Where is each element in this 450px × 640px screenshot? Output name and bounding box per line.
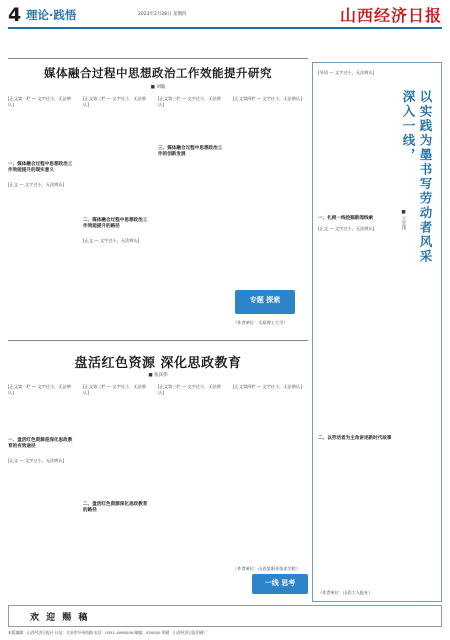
right-article-body: [正文 — 文字过小，无法辨认] (318, 226, 375, 231)
article-2-headline: 盘活红色资源 深化思政教育 (74, 356, 242, 371)
special-topic-badge-label: 专题 探索 (249, 296, 281, 304)
right-article-byline: ■ 王宏伟 (401, 210, 406, 230)
article-2-subhead-b: 二、盘活红色资源深化思政教育的路径 (83, 502, 148, 513)
right-article-subhead-2: 二、以劳动者为主角讲述新时代故事 (318, 436, 392, 441)
section-name: 理论·践悟 (26, 8, 77, 22)
footer-info: 本版编辑：山西经济日报社 社址：太原市并州南路 电话：0351-4060000 邮编：030000 印刷：山西经济日报印刷厂 (8, 630, 208, 635)
article-1-credit: （作者单位：太原理工大学） (233, 320, 288, 325)
right-article-intro: [导语 — 文字过小，无法辨认] (318, 70, 375, 75)
article-divider (8, 340, 308, 341)
article-1-col-d: [正文第四栏 — 文字过小，无法辨认] (233, 96, 302, 101)
issue-date: 2023年2月28日 星期四 (138, 12, 187, 17)
article-2-subhead-a: 一、盘活红色资源是深化思政教育的有效途径 (8, 438, 73, 449)
article-2-col-c: [正文第三栏 — 文字过小，无法辨认] (158, 384, 221, 395)
right-article-deck-1: 深入一线， (401, 90, 416, 163)
article-1-subhead-b: 二、媒体融合过程中思想政治工作效能提升的路径 (83, 218, 148, 229)
right-article-credit: （作者单位：山西工人报社） (318, 590, 373, 595)
right-article-deck-2: 以实践为墨书写劳动者风采 (418, 90, 433, 264)
article-1-col-a: [正文第一栏 — 文字过小，无法辨认] (8, 96, 71, 107)
article-1-col-a-2: [正文 — 文字过小，无法辨认] (8, 182, 65, 187)
frontline-thinking-badge-label: 一线 思考 (264, 579, 296, 587)
header-rule (8, 27, 442, 29)
article-1-col-b: [正文第二栏 — 文字过小，无法辨认] (83, 96, 146, 107)
article-2-byline: ■ 张泽伟 (148, 373, 168, 378)
article-2-col-d: [正文第四栏 — 文字过小，无法辨认] (233, 384, 302, 389)
right-article-subhead-1: 一、扎根一线挖掘新闻线索 (318, 216, 374, 221)
masthead-logo: 山西经济日报 (339, 6, 442, 25)
page-number: 4 (8, 4, 22, 26)
article-1-col-b-2: [正文 — 文字过小，无法辨认] (83, 238, 140, 243)
article-1-subhead-c: 三、媒体融合过程中思想政治工作的创新发展 (158, 146, 223, 157)
welcome-contributions-label: 欢 迎 赐 稿 (30, 613, 90, 623)
article-2-col-a-2: [正文 — 文字过小，无法辨认] (8, 458, 65, 463)
article-1-subhead-a: 一、媒体融合过程中思想政治工作效能提升的现实意义 (8, 162, 73, 173)
article-1-top-rule (8, 58, 308, 59)
article-2-col-a: [正文第一栏 — 文字过小，无法辨认] (8, 384, 71, 395)
article-2-col-b: [正文第二栏 — 文字过小，无法辨认] (83, 384, 146, 395)
article-1-byline: ■ 刘敏 (150, 85, 166, 90)
article-1-headline: 媒体融合过程中思想政治工作效能提升研究 (44, 66, 272, 80)
article-2-credit: （作者单位：山西某职业技术学院） (233, 566, 301, 571)
article-1-col-c: [正文第三栏 — 文字过小，无法辨认] (158, 96, 221, 107)
